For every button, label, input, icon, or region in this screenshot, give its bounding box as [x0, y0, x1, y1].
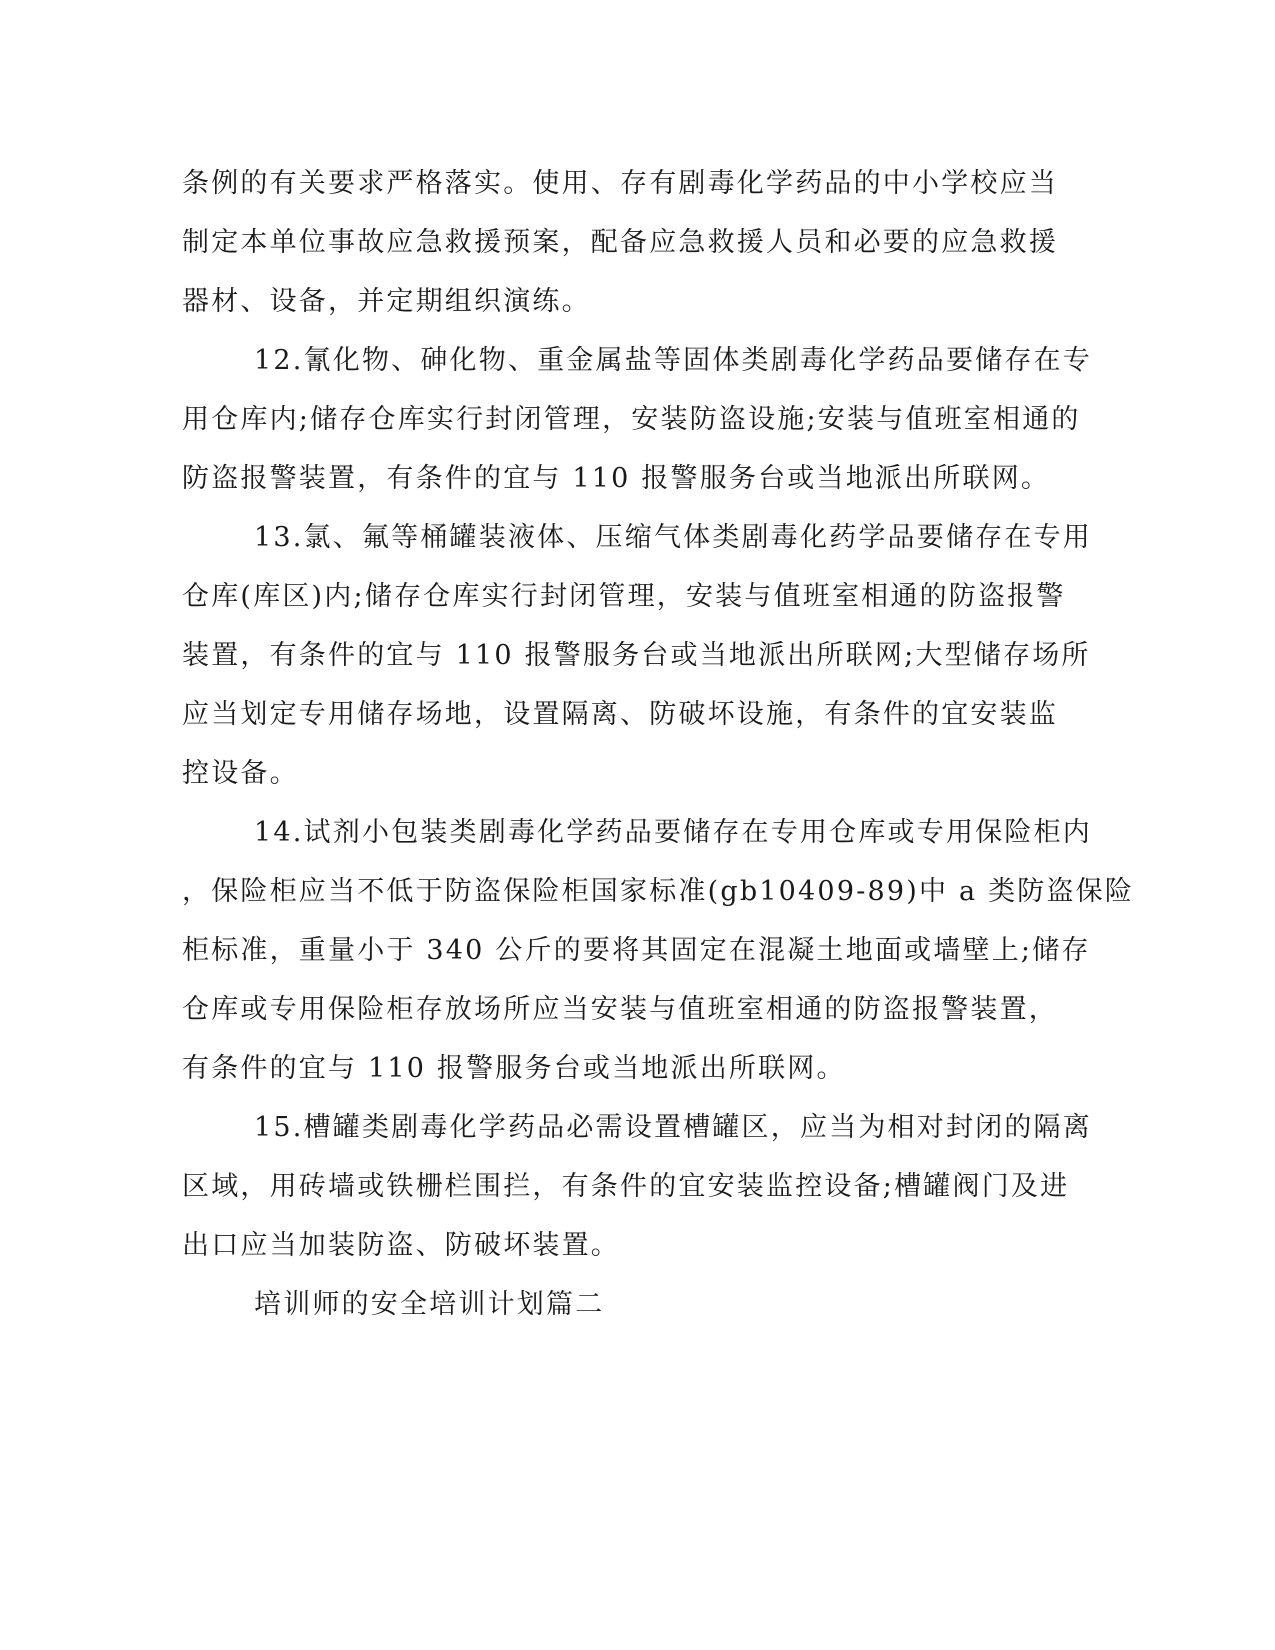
text-line: 出口应当加装防盗、防破坏装置。 — [182, 1230, 620, 1261]
document-body — [182, 154, 1135, 1334]
text-line: 区域，用砖墙或铁栅栏围拦，有条件的宜安装监控设备;槽罐阀门及进 — [182, 1171, 1070, 1202]
text-line: 应当划定专用储存场地，设置隔离、防破坏设施，有条件的宜安装监 — [182, 699, 1058, 730]
text-line: 仓库(库区)内;储存仓库实行封闭管理，安装与值班室相通的防盗报警 — [182, 581, 1066, 612]
paragraph-start-line: 13.氯、氟等桶罐装液体、压缩气体类剧毒化药学品要储存在专用 — [254, 522, 1092, 553]
paragraph-start-line: 12.氰化物、砷化物、重金属盐等固体类剧毒化学药品要储存在专 — [254, 345, 1092, 376]
text-line: 有条件的宜与 110 报警服务台或当地派出所联网。 — [182, 1053, 846, 1084]
text-line: 条例的有关要求严格落实。使用、存有剧毒化学药品的中小学校应当 — [182, 168, 1058, 199]
text-line: ，保险柜应当不低于防盗保险柜国家标准(gb10409-89)中 a 类防盗保险 — [182, 876, 1135, 907]
text-line: 仓库或专用保险柜存放场所应当安装与值班室相通的防盗报警装置， — [182, 994, 1058, 1025]
text-line: 防盗报警装置，有条件的宜与 110 报警服务台或当地派出所联网。 — [182, 463, 1051, 494]
paragraph-start-line: 14.试剂小包装类剧毒化学药品要储存在专用仓库或专用保险柜内 — [254, 817, 1092, 848]
section-heading: 培训师的安全培训计划篇二 — [254, 1289, 605, 1320]
text-line: 制定本单位事故应急救援预案，配备应急救援人员和必要的应急救援 — [182, 227, 1058, 258]
text-line: 控设备。 — [182, 758, 299, 789]
paragraph-start-line: 15.槽罐类剧毒化学药品必需设置槽罐区，应当为相对封闭的隔离 — [254, 1112, 1092, 1143]
text-line: 装置，有条件的宜与 110 报警服务台或当地派出所联网;大型储存场所 — [182, 640, 1091, 671]
text-line: 柜标准，重量小于 340 公斤的要将其固定在混凝土地面或墙壁上;储存 — [182, 935, 1091, 966]
text-line: 器材、设备，并定期组织演练。 — [182, 286, 591, 317]
text-line: 用仓库内;储存仓库实行封闭管理，安装防盗设施;安装与值班室相通的 — [182, 404, 1081, 435]
